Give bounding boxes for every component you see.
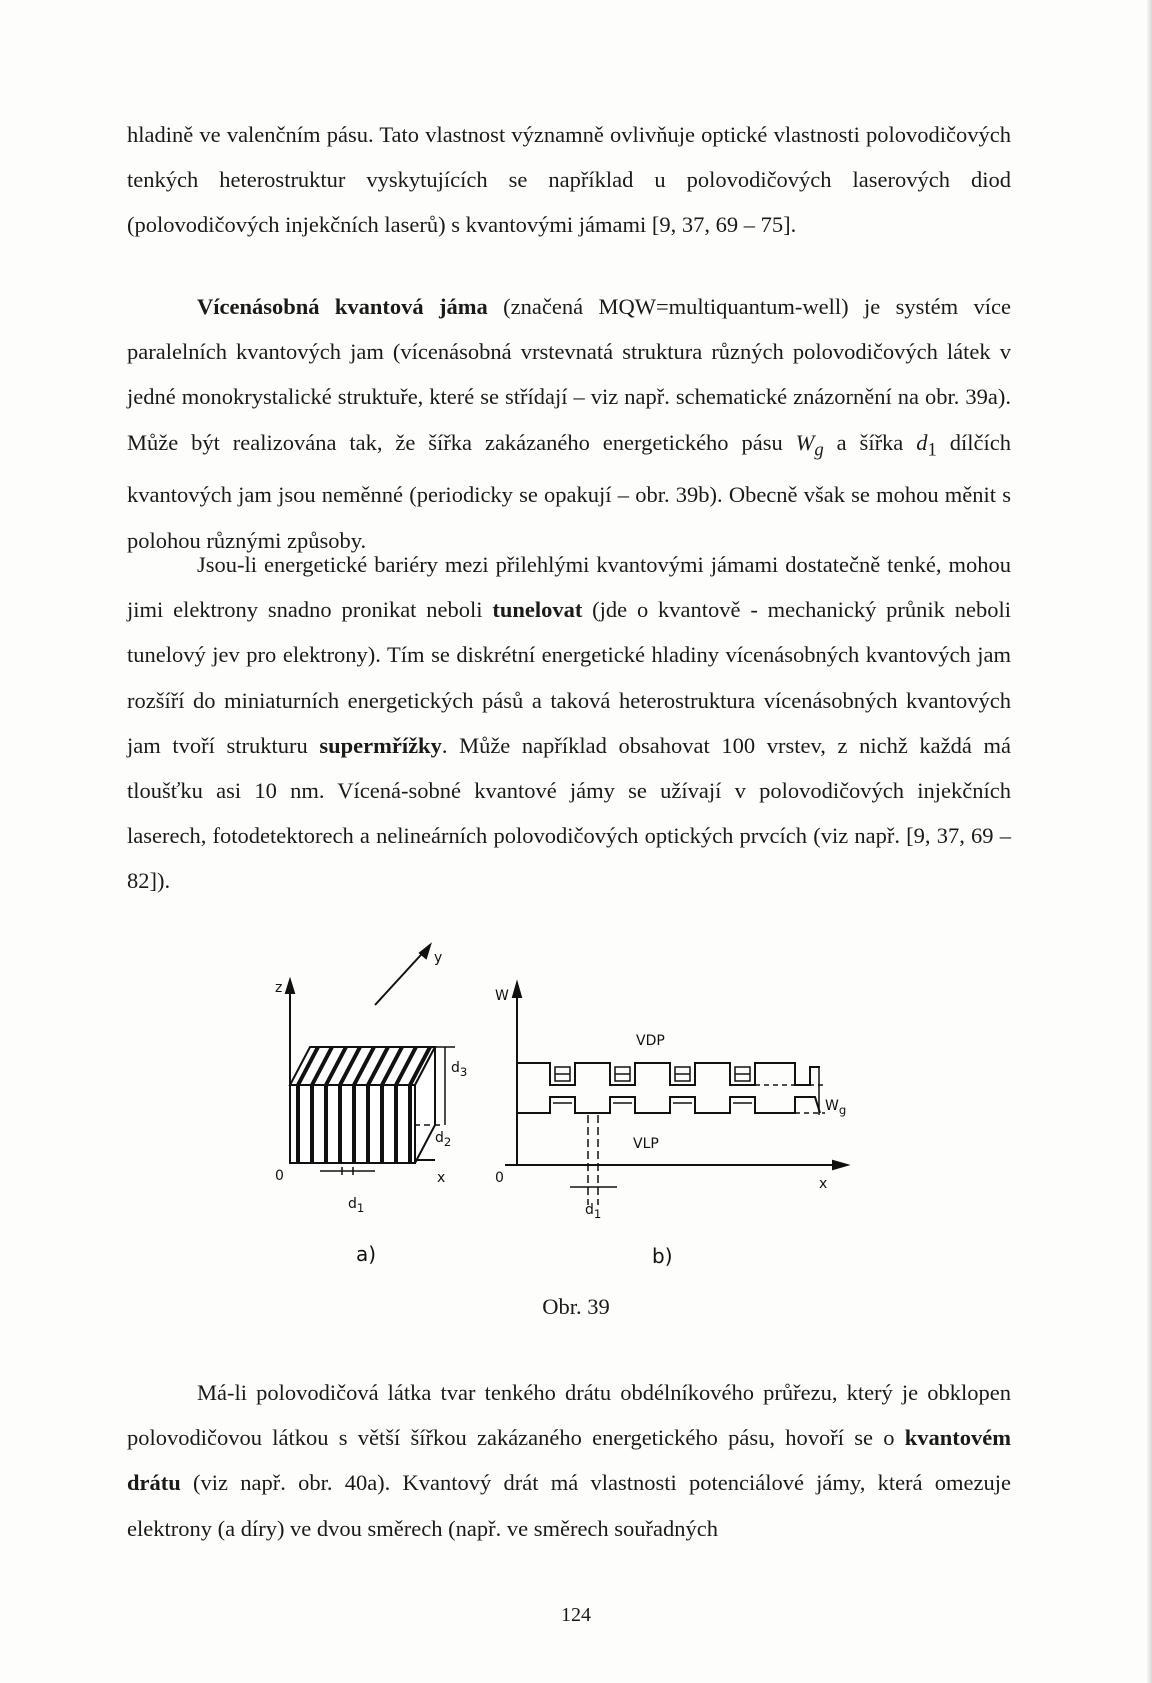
paragraph-2: Vícenásobná kvantová jáma (značená MQW=multiquantum-well) je systém více paralelních kvantových jam (vícenásobná vrstevnatá struktura různých polovodičových látek v jedné monokrystalické struktuře, které se střídají – viz např. schematické znázornění na obr. 39a). Může být realizována tak, že šířka zakázaného energetického pásu $W_g$ a šířka $d_1$ dílčích kvantových jam jsou neměnné (periodicky se opakují – obr. 39b). Obecně však se mohou měnit s polohou různými způsoby. [127,294,1011,553]
fig-a-axis-z: z [275,980,283,996]
fig-a-axis-y: y [434,950,443,966]
fig-b-vdp-label: VDP [636,1033,665,1049]
fig-b-origin: 0 [495,1170,504,1186]
fig-b-axis-x: x [819,1176,828,1192]
paragraph-4: Má-li polovodičová látka tvar tenkého drátu obdélníkového průřezu, který je obklopen polovodičovou látkou s větší šířkou zakázaného energetického pásu, hovoří se o kvantovém drátu (viz např. obr. 40a). Kvantový drát má vlastnosti potenciálové jámy, která omezuje elektrony (a díry) ve dvou směrech (např. ve směrech souřadných [127,1380,1011,1541]
fig-b-d1: $d_1$ [585,1202,602,1221]
figure-39a-diagram [260,935,480,1225]
term-kvantovy-drat: kvantovém drátu [127,1425,1011,1496]
fig-b-axis-w: W [495,988,509,1004]
paragraph-1: hladině ve valenčním pásu. Tato vlastnost významně ovlivňuje optické vlastnosti polovodičových tenkých heterostruktur vyskytujících se například u polovodičových laserových diod (polovodičových injekčních laserů) s kvantovými jámami [9, 37, 69 – 75]. [127,122,1011,238]
fig-a-d1: $d_1$ [348,1196,365,1215]
page-number: 124 [561,1604,591,1626]
term-mqw: Vícenásobná kvantová jáma [197,294,488,319]
fig-a-d3: $d_3$ [451,1060,468,1079]
paragraph-3: Jsou-li energetické bariéry mezi přilehlými kvantovými jámami dostatečně tenké, mohou jimi elektrony snadno pronikat neboli tunelovat (jde o kvantově - mechanický průnik neboli tunelový jev pro elektrony). Tím se diskrétní energetické hladiny vícenásobných kvantových jam rozšíří do miniaturních energetických pásů a taková heterostruktura vícenásobných kvantových jam tvoří strukturu supermřížky. Může například obsahovat 100 vrstev, z nichž každá má tloušťku asi 10 nm. Vícená-sobné kvantové jámy se užívají v polovodičových injekčních laserech, fotodetektorech a nelineárních polovodičových optických prvcích (viz např. [9, 37, 69 – 82]). [127,552,1011,894]
term-supermrizky: supermřížky [319,732,442,758]
fig-a-sublabel: a) [356,1242,377,1266]
page-edge-shadow [1146,0,1152,1683]
figure-caption: Obr. 39 [542,1294,610,1319]
fig-b-sublabel: b) [652,1244,673,1268]
fig-b-wg-label: $W_g$ [825,1098,847,1117]
term-tunelovat: tunelovat [492,597,583,623]
fig-a-d2: $d_2$ [435,1130,452,1149]
fig-a-origin: 0 [275,1168,284,1184]
figure-39b-diagram [495,975,865,1225]
fig-b-vlp-label: VLP [633,1136,659,1152]
fig-a-axis-x: x [437,1170,446,1186]
